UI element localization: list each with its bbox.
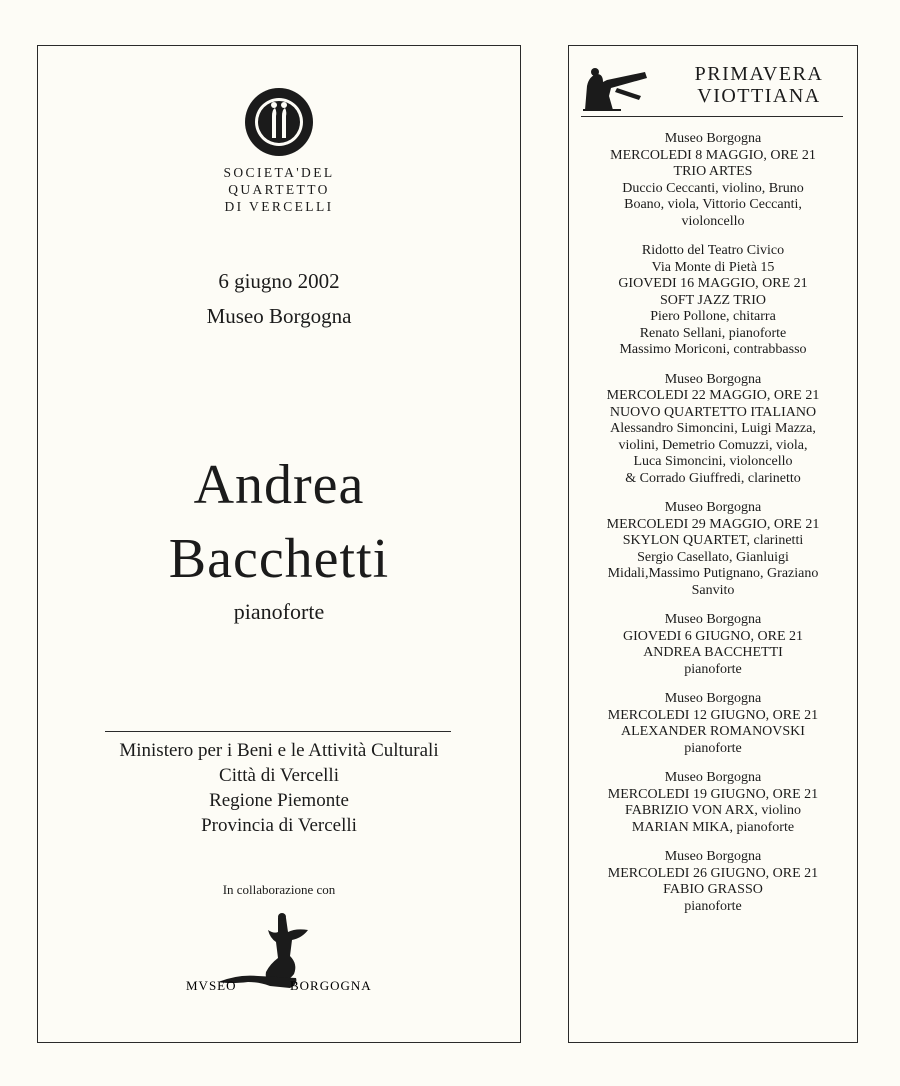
- event-line: TRIO ARTES: [673, 164, 753, 179]
- event-line: Midali,Massimo Putignano, Graziano: [607, 566, 819, 581]
- event-item: [569, 691, 857, 757]
- event-item: [569, 770, 857, 836]
- event-line: SKYLON QUARTET, clarinetti: [622, 533, 804, 548]
- event-line: ANDREA BACCHETTI: [643, 645, 783, 660]
- event-item: [569, 243, 857, 359]
- event-line: violoncello: [681, 213, 745, 229]
- society-seal-logo: [243, 86, 315, 158]
- event-line: Boano, viola, Vittorio Ceccanti,: [624, 197, 802, 212]
- event-line: Renato Sellani, pianoforte: [639, 325, 787, 341]
- society-name-line: DI VERCELLI: [224, 199, 334, 214]
- event-line: violini, Demetrio Comuzzi, viola,: [618, 437, 808, 453]
- event-item: [569, 612, 857, 678]
- event-line: GIOVEDI 6 GIUGNO, ORE 21: [622, 628, 804, 644]
- event-line: pianoforte: [684, 661, 742, 677]
- concert-program-cover: [37, 45, 521, 1043]
- event-line: Piero Pollone, chitarra: [650, 309, 776, 324]
- event-item: [569, 131, 857, 230]
- festival-title-line: VIOTTIANA: [697, 85, 821, 107]
- event-line: Museo Borgogna: [664, 691, 762, 706]
- society-name: [38, 164, 520, 215]
- event-line: MERCOLEDI 22 MAGGIO, ORE 21: [606, 388, 820, 403]
- event-line: Sanvito: [691, 582, 735, 598]
- event-line: Luca Simoncini, violoncello: [633, 454, 793, 469]
- event-line: FABRIZIO VON ARX, violino: [624, 803, 802, 818]
- event-item: [569, 372, 857, 488]
- event-line: & Corrado Giuffredi, clarinetto: [625, 470, 801, 486]
- sponsor-list: [38, 738, 520, 838]
- event-line: Museo Borgogna: [664, 849, 762, 864]
- event-line: Via Monte di Pietà 15: [651, 259, 775, 275]
- event-line: MERCOLEDI 19 GIUGNO, ORE 21: [607, 786, 819, 802]
- collaboration-label: In collaborazione con: [222, 882, 336, 897]
- festival-title-line: PRIMAVERA: [694, 63, 824, 85]
- event-item: [569, 849, 857, 915]
- event-line: Museo Borgogna: [664, 770, 762, 785]
- event-line: Museo Borgogna: [664, 500, 762, 515]
- event-line: SOFT JAZZ TRIO: [659, 292, 767, 308]
- event-item: [569, 500, 857, 599]
- sponsor-item: Città di Vercelli: [219, 765, 339, 786]
- event-line: pianoforte: [684, 740, 742, 756]
- artist-instrument: pianoforte: [233, 599, 325, 624]
- artist-last-name: Bacchetti: [168, 528, 390, 590]
- artist-first-name: Andrea: [193, 454, 365, 516]
- event-line: Museo Borgogna: [664, 612, 762, 627]
- museo-borgogna-logo: [178, 908, 388, 1000]
- sponsor-item: Ministero per i Beni e le Attività Culturali: [119, 740, 439, 761]
- event-line: MERCOLEDI 8 MAGGIO, ORE 21: [610, 147, 816, 163]
- event-line: MARIAN MIKA, pianoforte: [631, 819, 795, 835]
- event-line: NUOVO QUARTETTO ITALIANO: [609, 404, 817, 420]
- divider: [105, 731, 451, 732]
- festival-schedule: [568, 45, 858, 1043]
- sponsor-item: Regione Piemonte: [209, 790, 349, 811]
- event-line: Museo Borgogna: [664, 131, 762, 146]
- event-line: FABIO GRASSO: [663, 882, 763, 897]
- event-line: Duccio Ceccanti, violino, Bruno: [622, 180, 804, 196]
- event-line: ALEXANDER ROMANOVSKI: [621, 724, 805, 739]
- festival-title: [669, 63, 849, 107]
- event-line: Ridotto del Teatro Civico: [641, 243, 785, 258]
- museum-name-right: BORGOGNA: [290, 978, 372, 993]
- event-line: MERCOLEDI 26 GIUGNO, ORE 21: [607, 865, 819, 881]
- concert-date: 6 giugno 2002: [218, 269, 340, 293]
- event-line: Museo Borgogna: [664, 371, 762, 387]
- event-line: Sergio Casellato, Gianluigi: [637, 549, 789, 565]
- event-line: pianoforte: [684, 898, 742, 914]
- society-name-line: SOCIETA'DEL: [223, 165, 335, 180]
- concert-venue: Museo Borgogna: [206, 304, 352, 328]
- event-list: [569, 131, 857, 928]
- sponsor-item: Provincia di Vercelli: [201, 815, 357, 836]
- event-line: GIOVEDI 16 MAGGIO, ORE 21: [618, 276, 808, 291]
- event-line: Massimo Moriconi, contrabbasso: [619, 342, 807, 357]
- artist-name: [38, 448, 520, 596]
- event-line: MERCOLEDI 12 GIUGNO, ORE 21: [607, 707, 819, 723]
- society-name-line: QUARTETTO: [228, 182, 330, 197]
- festival-emblem-icon: [581, 66, 651, 112]
- divider: [581, 116, 843, 117]
- museum-name-left: MVSEO: [186, 978, 237, 993]
- event-line: MERCOLEDI 29 MAGGIO, ORE 21: [606, 516, 820, 532]
- event-line: Alessandro Simoncini, Luigi Mazza,: [610, 421, 816, 436]
